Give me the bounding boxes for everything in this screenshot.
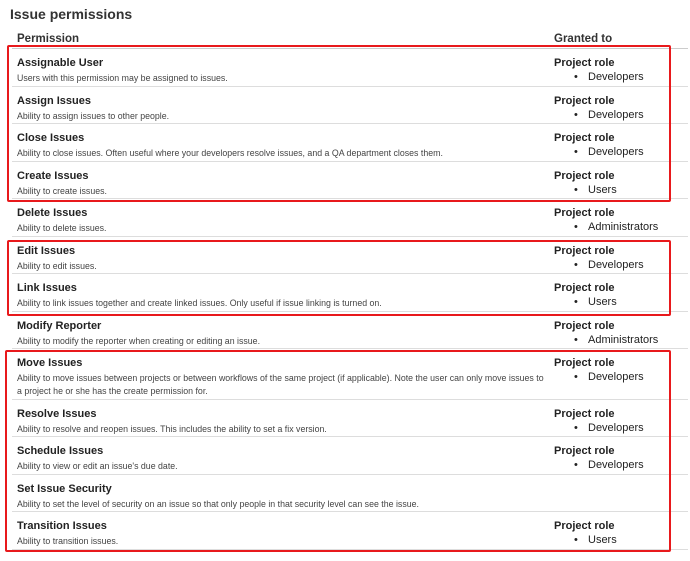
table-row bbox=[12, 437, 688, 475]
permission-description: Ability to edit issues. bbox=[17, 261, 97, 271]
table-row bbox=[12, 237, 688, 274]
permission-description: Ability to transition issues. bbox=[17, 536, 119, 546]
column-header-granted-to: Granted to bbox=[554, 33, 613, 45]
table-row bbox=[12, 349, 688, 400]
granted-role-type: Project role bbox=[554, 207, 615, 219]
member-label: Developers bbox=[588, 146, 644, 158]
permission-description: Ability to assign issues to other people. bbox=[17, 111, 170, 121]
member-label: Administrators bbox=[588, 334, 659, 346]
permission-name: Transition Issues bbox=[17, 520, 107, 532]
granted-role-type: Project role bbox=[554, 95, 615, 107]
member-label: Users bbox=[588, 534, 617, 546]
granted-role-type: Project role bbox=[554, 132, 615, 144]
table-row bbox=[12, 124, 688, 162]
permission-description: Ability to delete issues. bbox=[17, 223, 107, 233]
permission-description: Ability to modify the reporter when creating or editing an issue. bbox=[17, 336, 261, 346]
granted-role-type: Project role bbox=[554, 245, 615, 257]
granted-role-type: Project role bbox=[554, 357, 615, 369]
table-row bbox=[12, 512, 688, 550]
table-row bbox=[12, 475, 688, 512]
permission-name: Create Issues bbox=[17, 170, 89, 182]
permission-name: Delete Issues bbox=[17, 207, 88, 219]
page-title: Issue permissions bbox=[10, 6, 133, 22]
permission-name: Move Issues bbox=[17, 357, 83, 369]
permission-name: Close Issues bbox=[17, 132, 85, 144]
granted-role-type: Project role bbox=[554, 320, 615, 332]
member-label: Developers bbox=[588, 459, 644, 471]
bullet-icon: • bbox=[574, 109, 578, 121]
permission-description: Ability to close issues. Often useful where your developers resolve issues, and a QA department closes them. bbox=[17, 148, 443, 158]
granted-role-type: Project role bbox=[554, 445, 615, 457]
granted-role-type: Project role bbox=[554, 170, 615, 182]
member-label: Developers bbox=[588, 371, 644, 383]
member-label: Users bbox=[588, 184, 617, 196]
permission-description: Ability to create issues. bbox=[17, 186, 107, 196]
member-label: Developers bbox=[588, 71, 644, 83]
permission-name: Resolve Issues bbox=[17, 408, 97, 420]
permission-description: Ability to link issues together and create linked issues. Only useful if issue linking is turned on. bbox=[17, 298, 382, 308]
table-row bbox=[12, 400, 688, 437]
permission-name: Edit Issues bbox=[17, 245, 76, 257]
permission-name: Assign Issues bbox=[17, 95, 91, 107]
column-header-permission: Permission bbox=[17, 33, 79, 45]
table-row bbox=[12, 274, 688, 312]
member-label: Developers bbox=[588, 109, 644, 121]
permission-name: Link Issues bbox=[17, 282, 77, 294]
table-row bbox=[12, 312, 688, 349]
table-header bbox=[12, 33, 688, 47]
member-label: Developers bbox=[588, 259, 644, 271]
granted-role-member bbox=[574, 296, 617, 308]
granted-role-member bbox=[574, 184, 617, 196]
permission-name: Assignable User bbox=[17, 57, 104, 69]
bullet-icon: • bbox=[574, 146, 578, 158]
bullet-icon: • bbox=[574, 184, 578, 196]
granted-role-member bbox=[574, 334, 658, 346]
granted-role-member bbox=[574, 422, 644, 434]
bullet-icon: • bbox=[574, 534, 578, 546]
granted-role-type: Project role bbox=[554, 408, 615, 420]
permission-name: Set Issue Security bbox=[17, 483, 112, 495]
granted-role-member bbox=[574, 109, 644, 121]
bullet-icon: • bbox=[574, 334, 578, 346]
table-row bbox=[12, 49, 688, 87]
bullet-icon: • bbox=[574, 459, 578, 471]
granted-role-member bbox=[574, 146, 644, 158]
permissions-table bbox=[12, 49, 688, 550]
permission-description: Ability to set the level of security on an issue so that only people in that security level can see the issue. bbox=[17, 499, 419, 509]
granted-role-member bbox=[574, 371, 644, 383]
bullet-icon: • bbox=[574, 259, 578, 271]
granted-role-member bbox=[574, 221, 658, 233]
member-label: Administrators bbox=[588, 221, 659, 233]
granted-role-member bbox=[574, 259, 644, 271]
permission-description: Ability to resolve and reopen issues. This includes the ability to set a fix version. bbox=[17, 424, 327, 434]
granted-role-type: Project role bbox=[554, 282, 615, 294]
bullet-icon: • bbox=[574, 371, 578, 383]
granted-role-member bbox=[574, 71, 644, 83]
bullet-icon: • bbox=[574, 296, 578, 308]
bullet-icon: • bbox=[574, 221, 578, 233]
member-label: Users bbox=[588, 296, 617, 308]
granted-role-member bbox=[574, 534, 617, 546]
granted-role-type: Project role bbox=[554, 520, 615, 532]
granted-role-type: Project role bbox=[554, 57, 615, 69]
permission-description: Users with this permission may be assigned to issues. bbox=[17, 73, 228, 83]
table-row bbox=[12, 199, 688, 237]
bullet-icon: • bbox=[574, 71, 578, 83]
permission-description: Ability to move issues between projects or between workflows of the same project (if applicable). Note the user can only move issues to a project he or she has the create permission for. bbox=[17, 373, 544, 396]
table-row bbox=[12, 162, 688, 199]
granted-role-member bbox=[574, 459, 644, 471]
member-label: Developers bbox=[588, 422, 644, 434]
permission-name: Schedule Issues bbox=[17, 445, 104, 457]
bullet-icon: • bbox=[574, 422, 578, 434]
table-row bbox=[12, 87, 688, 124]
permission-description: Ability to view or edit an issue's due date. bbox=[17, 461, 178, 471]
permission-name: Modify Reporter bbox=[17, 320, 102, 332]
